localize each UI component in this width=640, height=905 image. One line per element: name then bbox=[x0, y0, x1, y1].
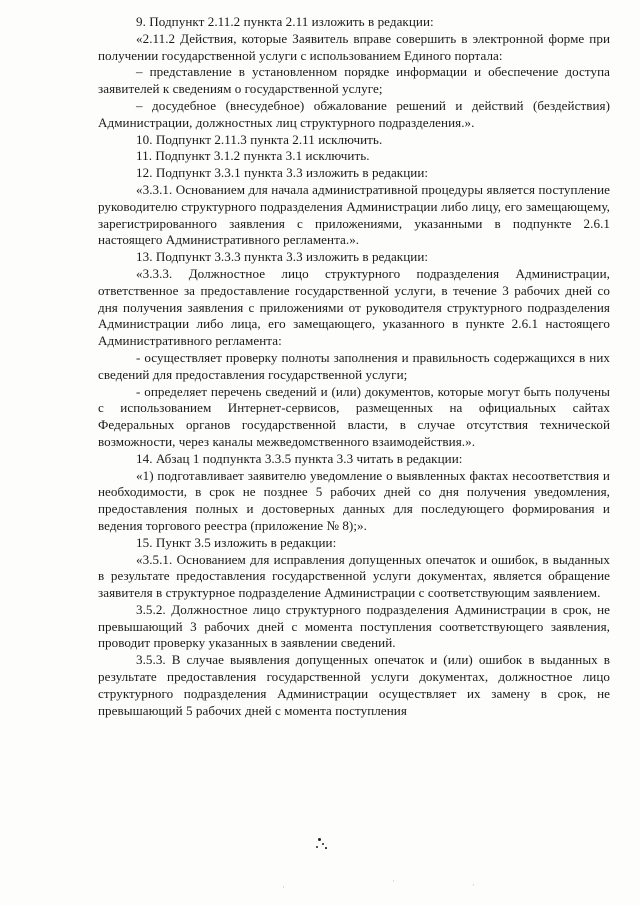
paragraph-bullet-check: - осуществляет проверку полноты заполнения и правильность содержащихся в них сведений для предоставления государственной услуги; bbox=[98, 349, 610, 382]
paragraph-bullet-info: – представление в установленном порядке информации и обеспечение доступа заявителей к сведениям о государственной услуге; bbox=[98, 64, 610, 97]
paragraph-3-3-1: «3.3.1. Основанием для начала административной процедуры является поступление руководителю структурного подразделения Администрации либо лицу, его замещающему, зарегистрированного заявления с приложениями, указанными в подпункте 2.6.1 настоящего Административного регламента.». bbox=[98, 181, 610, 248]
paragraph-3-5-3: 3.5.3. В случае выявления допущенных опечаток и (или) ошибок в выданных в результате предоставления государственной услуги документах, должностное лицо структурного подразделения Администрации осуществляет их замену в срок, не превышающий 5 рабочих дней с момента поступления bbox=[98, 652, 610, 718]
paragraph-item-15: 15. Пункт 3.5 изложить в редакции: bbox=[136, 534, 337, 550]
paragraph-3-3-3: «3.3.3. Должностное лицо структурного подразделения Администрации, ответственное за предоставление государственной услуги, в течение 3 рабочих дней со дня получения заявления с приложениями от руководителя структурного подразделения Администрации либо лица, его замещающего, указанного в пункте 2.6.1 настоящего Административного регламента: bbox=[98, 265, 610, 349]
paragraph-item-10: 10. Подпункт 2.11.3 пункта 2.11 исключить. bbox=[136, 131, 383, 147]
document-body bbox=[98, 14, 610, 719]
paragraph-2-11-2: «2.11.2 Действия, которые Заявитель вправе совершить в электронной форме при получении государственной услуги с использованием Единого портала: bbox=[98, 30, 610, 63]
paragraph-item-9: 9. Подпункт 2.11.2 пункта 2.11 изложить в редакции: bbox=[136, 14, 434, 29]
scan-speck: · bbox=[282, 882, 285, 892]
paragraph-bullet-list: - определяет перечень сведений и (или) документов, которые могут быть получены с использованием Интернет-сервисов, размещенных на официальных сайтах Федеральных органов государственной власти, в случае отсутствия технической возможности, через каналы межведомственного взаимодействия.». bbox=[98, 383, 610, 449]
paragraph-item-12: 12. Подпункт 3.3.1 пункта 3.3 изложить в редакции: bbox=[136, 165, 429, 181]
paragraph-item-14: 14. Абзац 1 подпункта 3.3.5 пункта 3.3 читать в редакции: bbox=[136, 450, 463, 466]
paragraph-3-5-2: 3.5.2. Должностное лицо структурного подразделения Администрации в срок, не превышающий 3 рабочих дней с момента поступления соответствующего заявления, проводит проверку указанных в заявлении сведений. bbox=[98, 601, 610, 651]
scan-speck: · bbox=[392, 876, 395, 886]
paragraph-notice: «1) подготавливает заявителю уведомление о выявленных фактах несоответствия и необходимости, в срок не позднее 5 рабочих дней со дня получения уведомления, предоставления полных и достоверных данных для последующего формирования и ведения торгового реестра (приложение № 8);». bbox=[98, 467, 610, 533]
scan-speck: · bbox=[472, 880, 475, 890]
paragraph-bullet-appeal: – досудебное (внесудебное) обжалование решений и действий (бездействия) Администрации, должностных лиц структурного подразделения.». bbox=[98, 97, 610, 130]
paragraph-3-5-1: «3.5.1. Основанием для исправления допущенных опечаток и ошибок, в выданных в результате предоставления государственной услуги документах, является обращение заявителя в структурное подразделение Администрации с соответствующим заявлением. bbox=[98, 551, 610, 601]
paragraph-item-13: 13. Подпункт 3.3.3 пункта 3.3 изложить в редакции: bbox=[136, 249, 429, 265]
paragraph-item-11: 11. Подпункт 3.1.2 пункта 3.1 исключить. bbox=[136, 148, 370, 164]
